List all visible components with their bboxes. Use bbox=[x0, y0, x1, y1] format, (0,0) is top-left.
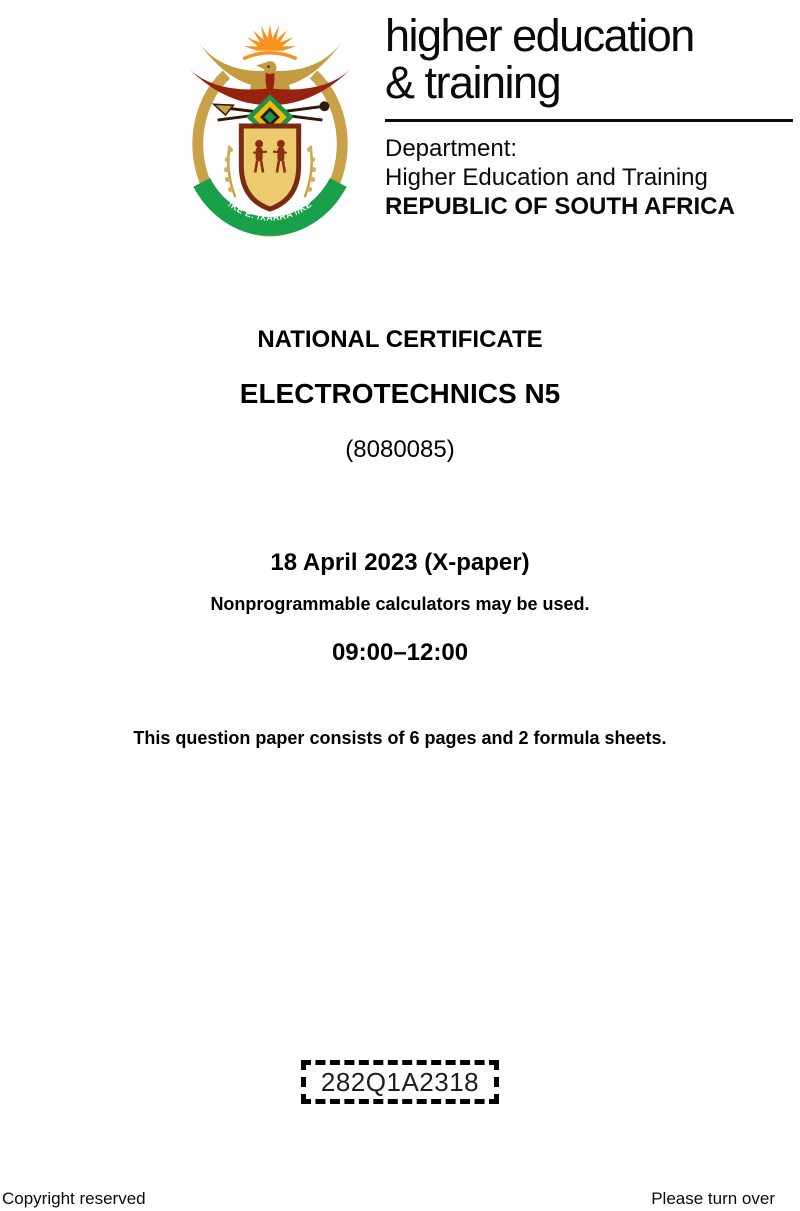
logotype-line1: higher education bbox=[385, 10, 694, 61]
pages-note: This question paper consists of 6 pages and 2 formula sheets. bbox=[133, 728, 667, 748]
sun-rays bbox=[244, 24, 297, 51]
certificate-title: NATIONAL CERTIFICATE bbox=[257, 326, 543, 353]
exam-date: 18 April 2023 (X-paper) bbox=[270, 549, 530, 576]
calculator-note: Nonprogrammable calculators may be used. bbox=[210, 594, 590, 614]
logotype-line2: & training bbox=[385, 57, 561, 108]
department-label: Department: bbox=[385, 135, 518, 162]
south-africa-coat-of-arms-icon bbox=[176, 8, 364, 240]
footer-turnover: Please turn over bbox=[651, 1189, 775, 1208]
paper-code: 282Q1A2318 bbox=[320, 1067, 480, 1097]
coat-of-arms-logo bbox=[176, 8, 364, 240]
country-name: REPUBLIC OF SOUTH AFRICA bbox=[385, 193, 735, 220]
masthead-divider bbox=[385, 119, 793, 122]
department-masthead bbox=[385, 12, 795, 221]
department-name: Higher Education and Training bbox=[385, 164, 708, 191]
coat-of-arms-motto: !KE E: /XARRA //KE bbox=[226, 198, 314, 223]
paper-code-box bbox=[301, 1060, 499, 1104]
subject-title: ELECTROTECHNICS N5 bbox=[239, 378, 561, 409]
exam-time: 09:00–12:00 bbox=[331, 639, 469, 666]
paper-number: (8080085) bbox=[345, 436, 455, 463]
footer-copyright: Copyright reserved bbox=[2, 1189, 146, 1208]
